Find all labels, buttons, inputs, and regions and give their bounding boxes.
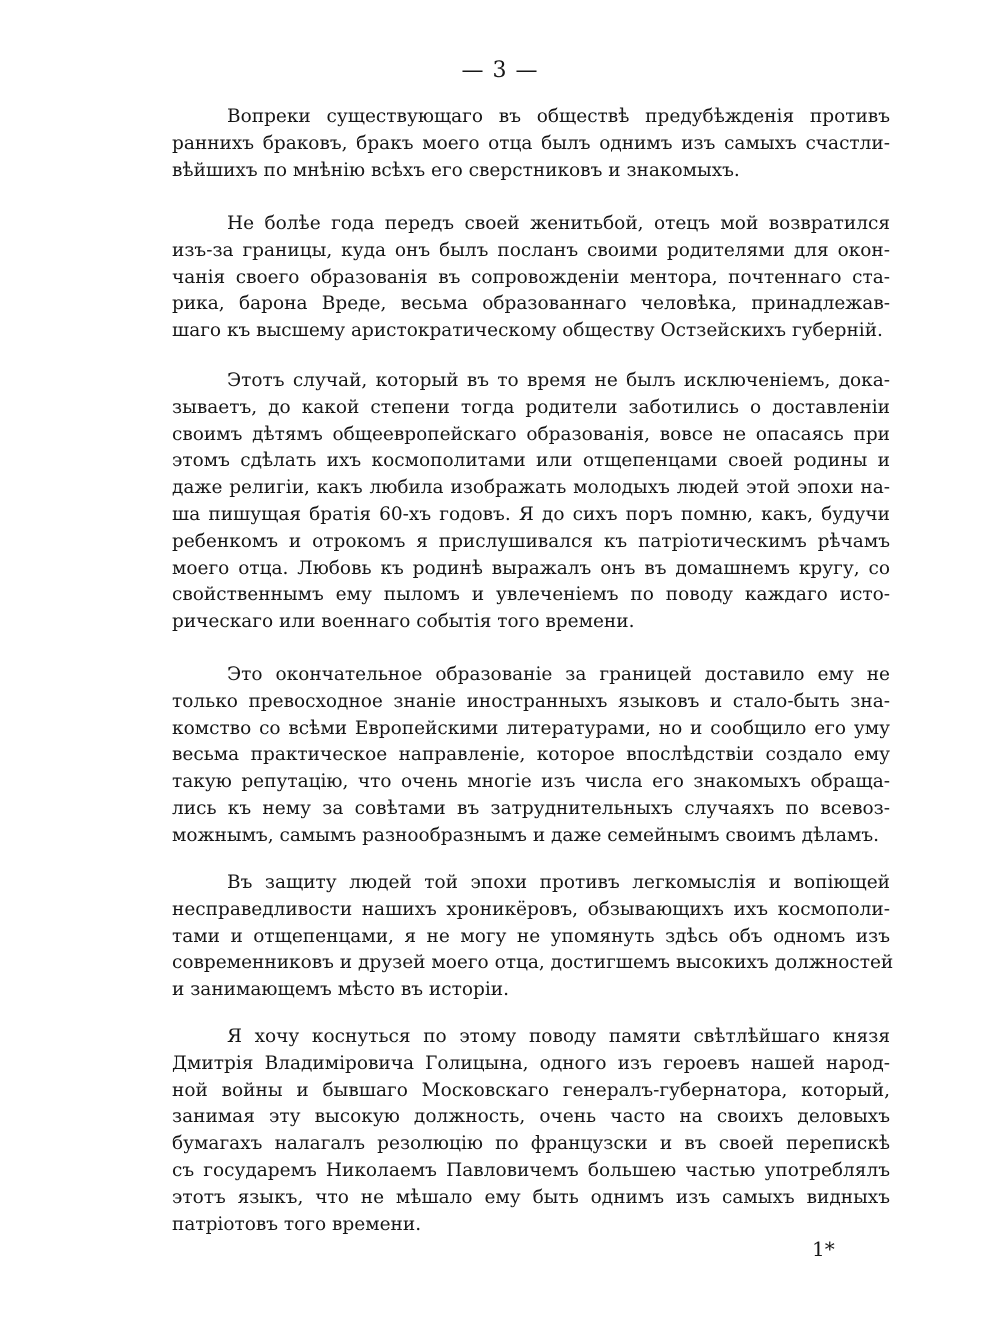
text-line: своимъ дѣтямъ общеевропейскаго образованія, вовсе не опасаясь при	[172, 423, 890, 445]
text-line: съ государемъ Николаемъ Павловичемъ большею частью употреблялъ	[172, 1159, 890, 1181]
text-line: Этотъ случай, который въ то время не былъ исключеніемъ, дока-	[227, 370, 890, 391]
text-line: тами и отщепенцами, я не могу не упомянуть здѣсь объ одномъ изъ	[172, 925, 890, 947]
text-line: такую репутацію, что очень многіе изъ числа его знакомыхъ обраща-	[172, 771, 890, 793]
paragraph-6	[172, 1024, 890, 1238]
text-line: моего отца. Любовь къ родинѣ выражалъ онъ въ домашнемъ кругу, со	[172, 557, 890, 579]
text-line: этомъ сдѣлать ихъ космополитами или отщепенцами своей родины и	[172, 450, 890, 472]
text-line: ной войны и бывшаго Московскаго генералъ-губернатора, который,	[172, 1079, 890, 1101]
paragraph-2	[172, 211, 890, 345]
paragraph-5	[172, 870, 894, 1004]
page-number: — 3 —	[461, 58, 539, 83]
text-line: изъ-за границы, куда онъ былъ посланъ своими родителями для окон-	[172, 239, 890, 261]
text-line: шаго къ высшему аристократическому обществу Остзейскихъ губерній.	[172, 320, 883, 342]
text-line: современниковъ и друзей моего отца, достигшемъ высокихъ должностей	[172, 952, 894, 974]
text-line: рическаго или военнаго событія того времени.	[172, 611, 635, 633]
text-line: ша пишущая братія 60-хъ годовъ. Я до сихъ поръ помню, какъ, будучи	[172, 503, 890, 525]
text-line: весьма практическое направленіе, которое впослѣдствіи создало ему	[172, 744, 890, 766]
text-line: этотъ языкъ, что не мѣшало ему быть однимъ изъ самыхъ видныхъ	[172, 1186, 890, 1208]
text-line: комство со всѣми Европейскими литературами, но и сообщило его уму	[172, 717, 890, 739]
text-line: Не болѣе года передъ своей женитьбой, отецъ мой возвратился	[227, 213, 890, 234]
text-line: несправедливости нашихъ хроникёровъ, обзывающихъ ихъ космополи-	[172, 898, 890, 920]
text-line: занимая эту высокую должность, очень часто на своихъ деловыхъ	[172, 1106, 890, 1128]
text-line: Въ защиту людей той эпохи противъ легкомыслія и вопіющей	[227, 872, 890, 893]
text-line: можнымъ, самымъ разнообразнымъ и даже семейнымъ своимъ дѣламъ.	[172, 824, 880, 846]
paragraph-3	[172, 368, 890, 636]
paragraph-1	[172, 104, 890, 184]
text-line: свойственнымъ ему пыломъ и увлеченіемъ по поводу каждаго исто-	[172, 584, 890, 606]
text-line: только превосходное знаніе иностранныхъ языковъ и стало-быть зна-	[172, 690, 890, 712]
text-line: Дмитрія Владиміровича Голицына, одного изъ героевъ нашей народ-	[172, 1052, 890, 1074]
text-line: лись къ нему за совѣтами въ затруднительныхъ случаяхъ по всевоз-	[172, 797, 890, 819]
text-line: патріотовъ того времени.	[172, 1213, 422, 1235]
text-line: Это окончательное образованіе за границей доставило ему не	[227, 664, 890, 685]
text-line: чанія своего образованія въ сопровожденіи ментора, почтеннаго ста-	[172, 266, 890, 288]
text-line: Я хочу коснуться по этому поводу памяти свѣтлѣйшаго князя	[227, 1026, 890, 1047]
signature-mark: 1*	[812, 1237, 835, 1261]
text-line: Вопреки существующаго въ обществѣ предубѣжденія противъ	[227, 106, 890, 127]
text-line: даже религіи, какъ любила изображать молодыхъ людей этой эпохи на-	[172, 477, 890, 499]
text-line: бумагахъ налагалъ резолюцію по французски и въ своей перепискѣ	[172, 1133, 890, 1155]
text-line: и занимающемъ мѣсто въ исторіи.	[172, 979, 509, 1001]
text-line: ребенкомъ и отрокомъ я прислушивался къ патріотическимъ рѣчамъ	[172, 530, 890, 552]
text-line: раннихъ браковъ, бракъ моего отца былъ однимъ изъ самыхъ счастли-	[172, 132, 890, 154]
text-line: зываетъ, до какой степени тогда родители заботились о доставленіи	[172, 396, 890, 418]
paragraph-4	[172, 662, 890, 850]
text-line: вѣйшихъ по мнѣнію всѣхъ его сверстниковъ и знакомыхъ.	[172, 159, 740, 181]
text-line: рика, барона Вреде, весьма образованнаго человѣка, принадлежав-	[172, 293, 890, 315]
